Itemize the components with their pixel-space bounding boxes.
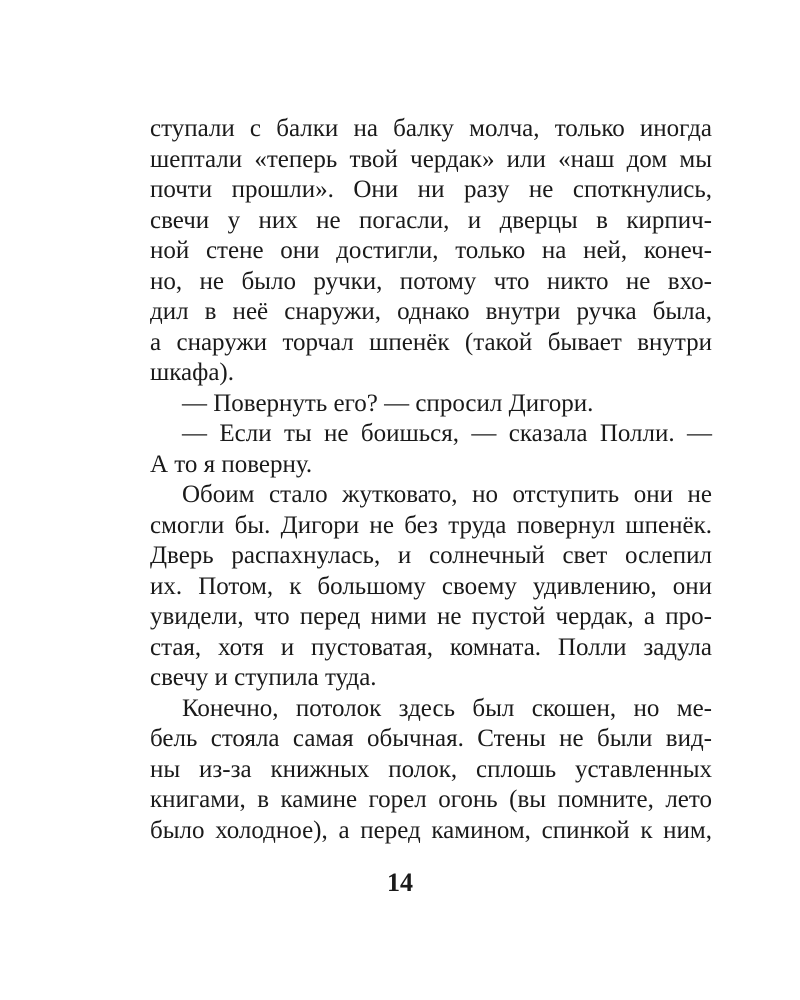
text-line: бель стояла самая обычная. Стены не были вид- [150, 725, 712, 752]
text-line: книгами, в камине горел огонь (вы помните, лето [150, 786, 712, 813]
text-line: но, не было ручки, потому что никто не вхо- [150, 267, 712, 295]
text-line: — Если ты не боишься, — сказала Полли. — [182, 420, 712, 447]
text-line: свечи у них не погасли, и дверцы в кирпич- [150, 206, 712, 234]
page-number: 14 [387, 868, 413, 897]
text-line: А то я поверну. [150, 450, 313, 478]
text-line: ступали с балки на балку молча, только иногда [150, 115, 712, 142]
text-line: их. Потом, к большому своему удивлению, они [150, 572, 712, 600]
text-line: Конечно, потолок здесь был скошен, но ме- [182, 694, 712, 722]
text-line: стая, хотя и пустоватая, комната. Полли задула [150, 633, 712, 661]
text-line: — Повернуть его? — спросил Дигори. [182, 389, 594, 417]
body-text [150, 114, 712, 846]
text-line: увидели, что перед ними не пустой чердак, а про- [150, 603, 712, 630]
text-line: шкафа). [150, 359, 234, 386]
text-line: ны из-за книжных полок, сплошь уставленных [150, 755, 712, 783]
text-line: смогли бы. Дигори не без труда повернул шпенёк. [150, 511, 712, 539]
text-line: шептали «теперь твой чердак» или «наш дом мы [150, 145, 712, 173]
text-line: свечу и ступила туда. [150, 664, 377, 691]
text-line: дил в неё снаружи, однако внутри ручка была, [150, 298, 712, 325]
text-line: ной стене они достигли, только на ней, конеч- [150, 237, 712, 264]
text-line: было холодное), а перед камином, спинкой к ним, [150, 816, 712, 844]
text-line: Обоим стало жутковато, но отступить они не [182, 481, 712, 508]
text-line: почти прошли». Они ни разу не споткнулись, [150, 176, 712, 203]
text-line: а снаружи торчал шпенёк (такой бывает внутри [150, 328, 712, 356]
text-line: Дверь распахнулась, и солнечный свет ослепил [150, 542, 712, 569]
